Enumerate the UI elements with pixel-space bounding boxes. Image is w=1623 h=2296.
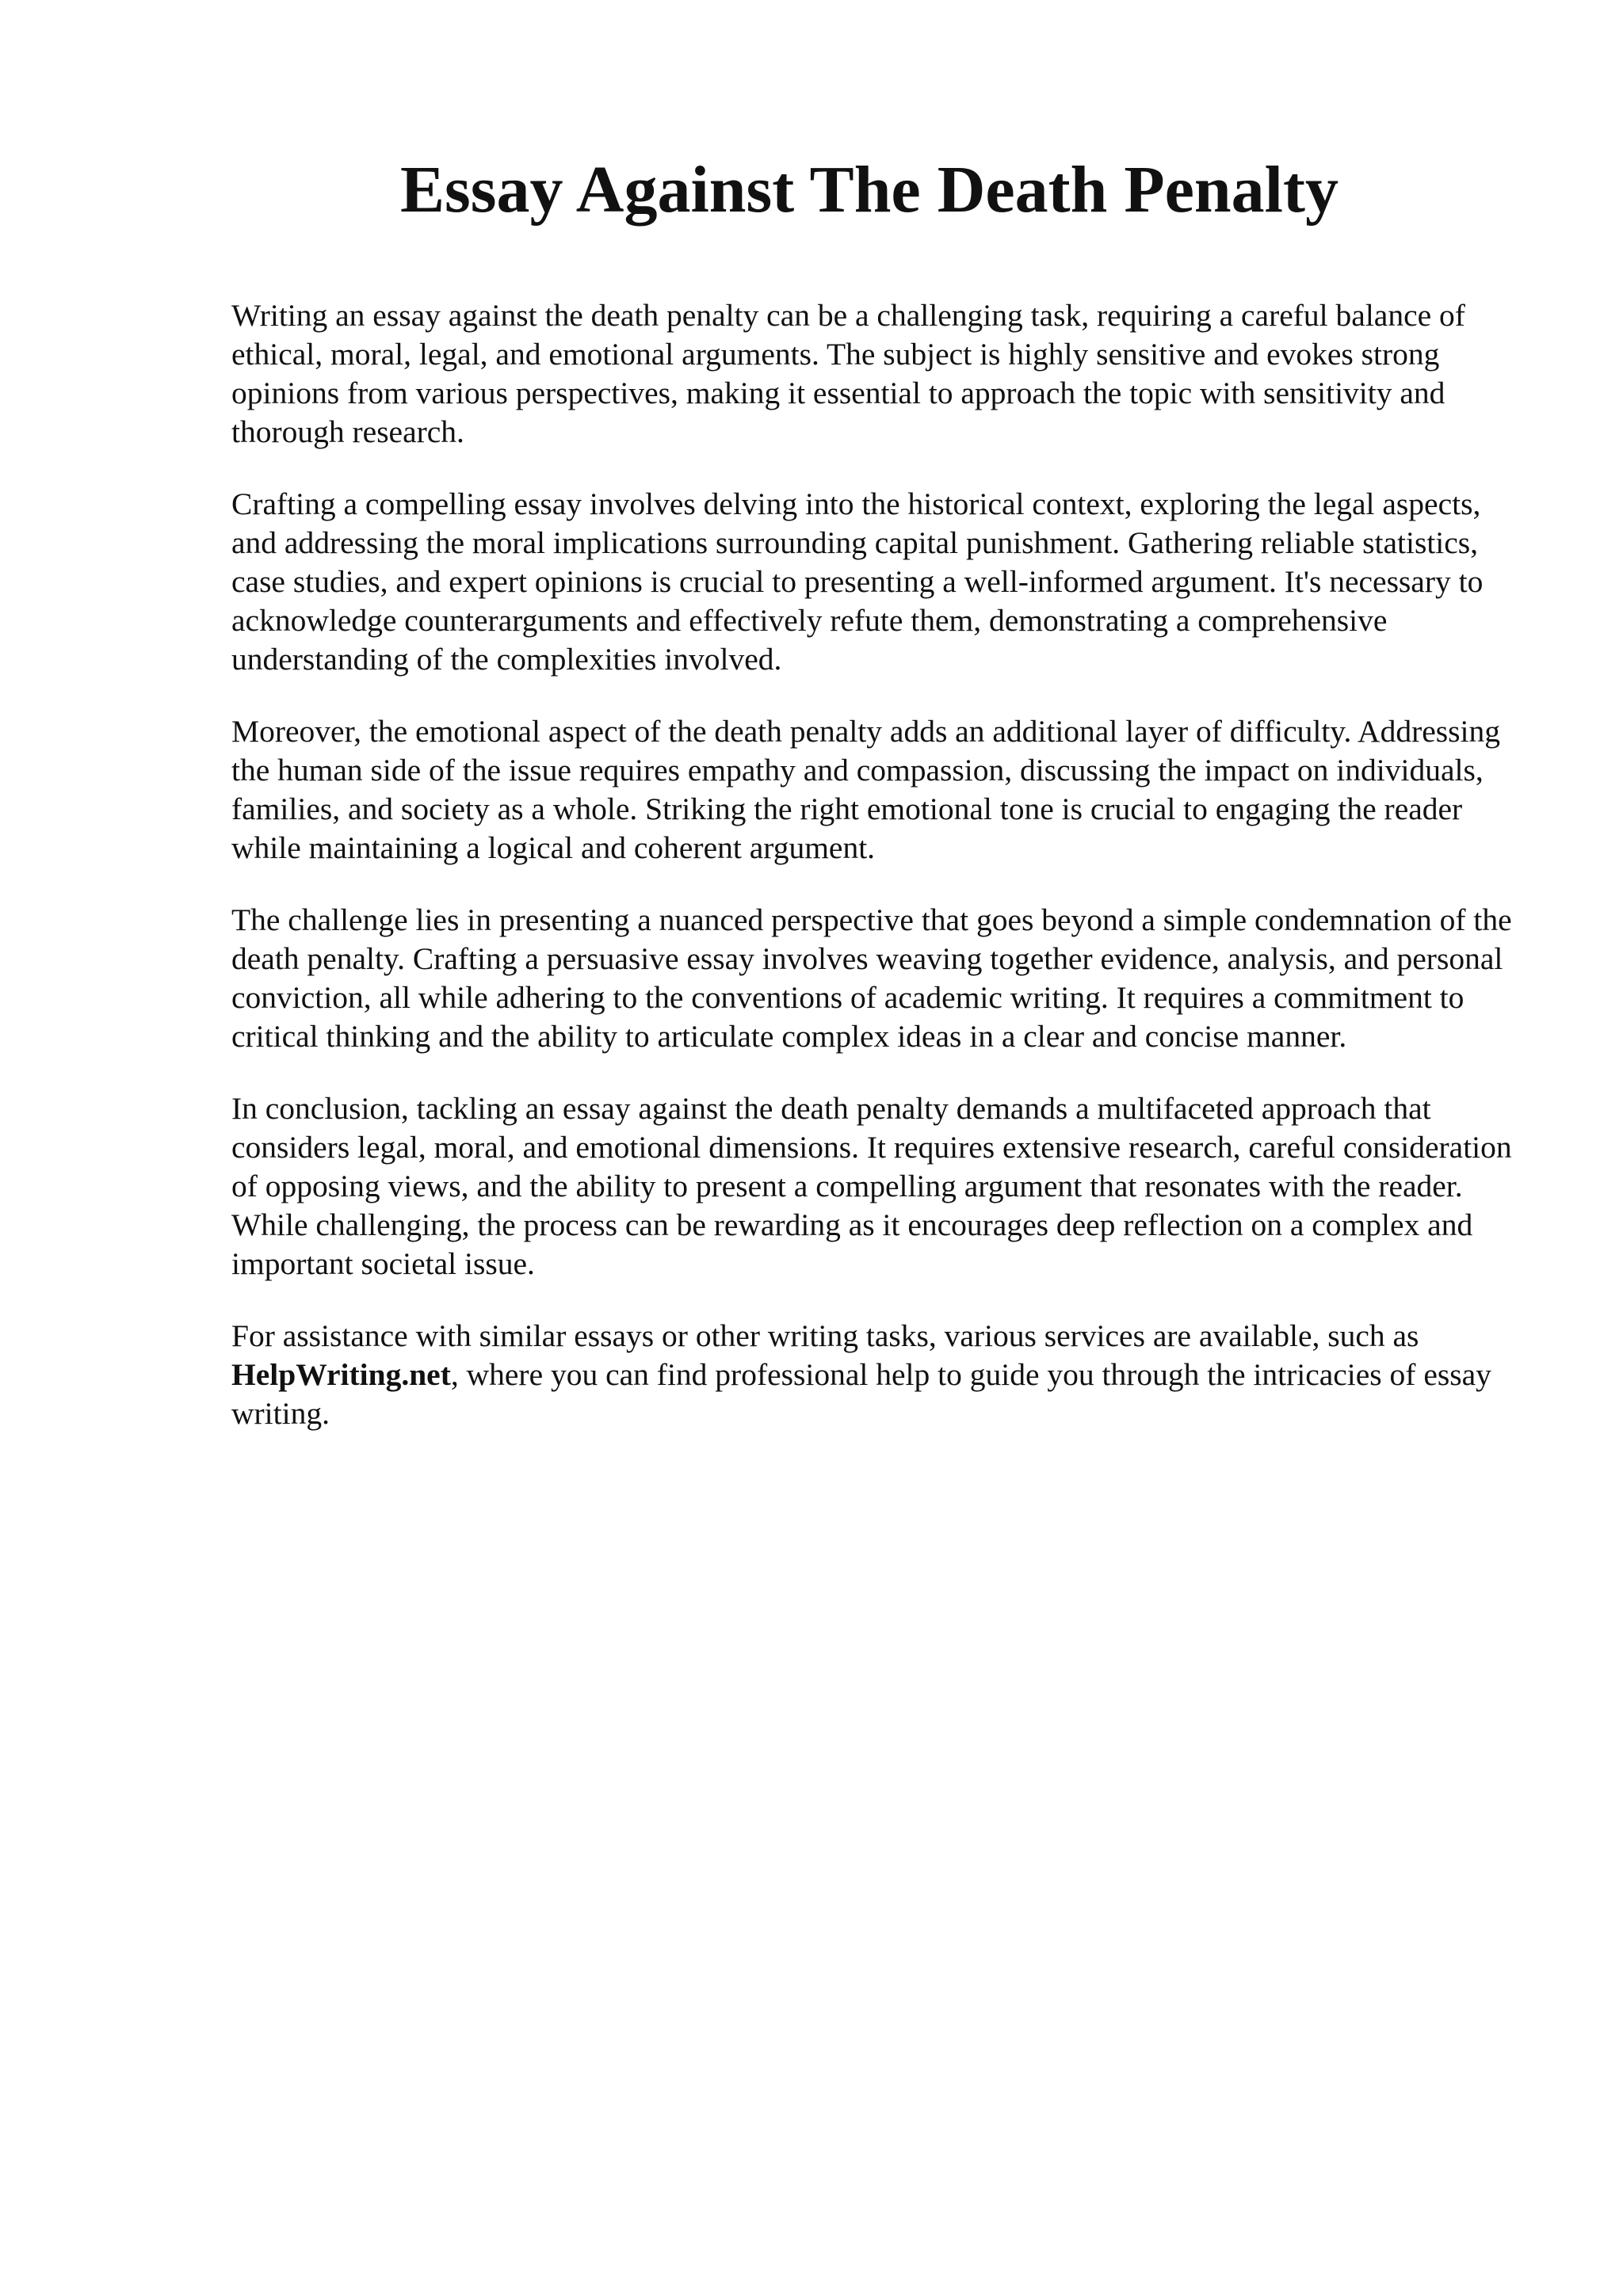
- essay-body: [231, 296, 1515, 1466]
- closing-text-before: For assistance with similar essays or other writing tasks, various services are available, such as: [231, 1318, 1419, 1353]
- paragraph-1: Writing an essay against the death penalty can be a challenging task, requiring a careful balance of ethical, moral, legal, and emotional arguments. The subject is highly sensitive and evokes strong opinions from various perspectives, making it essential to approach the topic with sensitivity and thorough research.: [231, 298, 1465, 449]
- paragraph-3: Moreover, the emotional aspect of the death penalty adds an additional layer of difficulty. Addressing the human side of the issue requires empathy and compassion, discussing the impact on individuals, families, and society as a whole. Striking the right emotional tone is crucial to engaging the reader while maintaining a logical and coherent argument.: [231, 714, 1500, 865]
- closing-text-after: , where you can find professional help to guide you through the intricacies of essay writing.: [231, 1357, 1491, 1431]
- page-title: Essay Against The Death Penalty: [400, 153, 1338, 227]
- closing-paragraph: [231, 1317, 1515, 1433]
- paragraph-5: In conclusion, tackling an essay against the death penalty demands a multifaceted approach that considers legal, moral, and emotional dimensions. It requires extensive research, careful consideration of opposing views, and the ability to present a compelling argument that resonates with the reader. While challenging, the process can be rewarding as it encourages deep reflection on a complex and important societal issue.: [231, 1091, 1512, 1281]
- paragraph-4: The challenge lies in presenting a nuanced perspective that goes beyond a simple condemnation of the death penalty. Crafting a persuasive essay involves weaving together evidence, analysis, and personal conviction, all while adhering to the conventions of academic writing. It requires a commitment to critical thinking and the ability to articulate complex ideas in a clear and concise manner.: [231, 902, 1512, 1054]
- paragraph-2: Crafting a compelling essay involves delving into the historical context, exploring the legal aspects, and addressing the moral implications surrounding capital punishment. Gathering reliable statistics, case studies, and expert opinions is crucial to presenting a well-informed argument. It's necessary to acknowledge counterarguments and effectively refute them, demonstrating a comprehensive understanding of the complexities involved.: [231, 486, 1484, 677]
- brand-name: HelpWriting.net: [231, 1357, 451, 1392]
